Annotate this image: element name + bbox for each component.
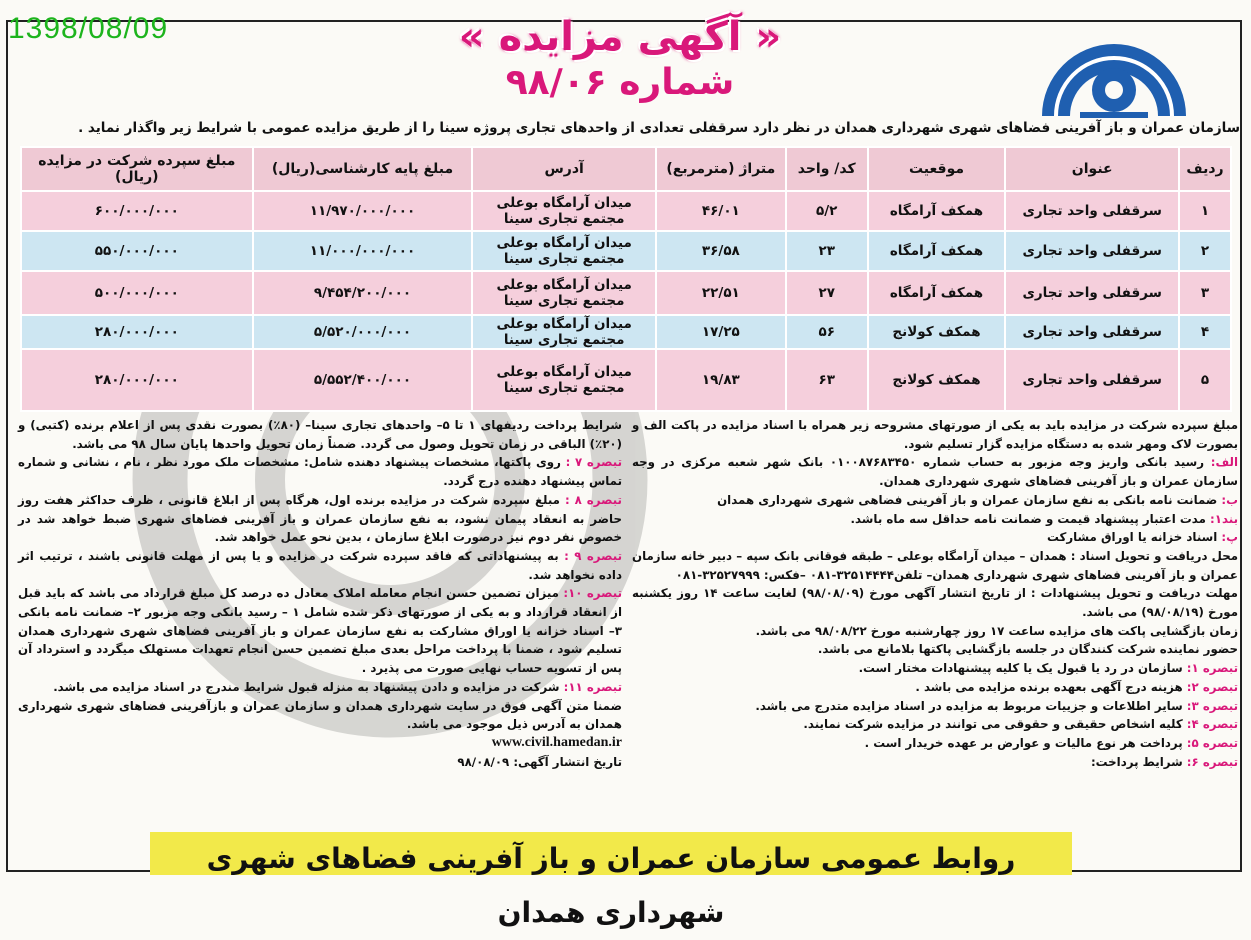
announcement-number: شماره ۹۸/۰۶ (505, 62, 735, 103)
note-8 (18, 491, 622, 547)
row-area: ۲۲/۵۱ (656, 271, 786, 315)
announcement-title: « آگهی مزایده » (458, 14, 782, 60)
table-row (21, 315, 1231, 349)
row-area: ۴۶/۰۱ (656, 191, 786, 231)
note-label: تبصره ۱: (1186, 661, 1238, 676)
submission-deadline-paragraph: مهلت دریافت و تحویل پیشنهادات : از تاریخ انتشار آگهی مورخ (۹۸/۰۸/۰۹) لغایت ساعت ۱۴ روز یکشنبه مورخ (۹۸/۰۸/۱۹) می باشد. (632, 586, 1238, 620)
row-base-price: ۱۱/۰۰۰/۰۰۰/۰۰۰ (253, 231, 473, 271)
clause-pe (632, 528, 1238, 547)
note-label: تبصره ۴: (1186, 717, 1238, 732)
row-deposit: ۵۰۰/۰۰۰/۰۰۰ (21, 271, 253, 315)
note-text: کلیه اشخاص حقیقی و حقوقی می توانند در مزایده شرکت نمایند. (803, 717, 1183, 732)
publication-date-label: تاریخ انتشار آگهی: (513, 754, 622, 769)
header-area: متراژ (مترمربع) (656, 147, 786, 191)
announcement-title-block (450, 14, 790, 103)
note-text: مبلغ سپرده شرکت در مزایده برنده اول، هرگاه پس از ابلاغ قانونی ، ظرف حداکثر هفت روز حاضر به انعقاد پیمان نشود، به نفع سازمان عمران و باز آفرینی فضاهای شهری ضبط خواهد شد در خصوص نفر دوم نیز درصورت ابلاغ سازمان ، بدین نحو عمل خواهد شد. (18, 492, 622, 545)
row-number: ۲ (1179, 231, 1231, 271)
note-label: تبصره ۳: (1186, 698, 1238, 713)
attendance-paragraph: حضور نماینده شرکت کنندگان در جلسه بازگشایی پاکتها بلامانع می باشد. (817, 642, 1238, 657)
clause-text: مدت اعتبار پیشنهاد قیمت و ضمانت نامه حداقل سه ماه باشد. (850, 511, 1206, 526)
publication-date (18, 753, 622, 772)
table-row (21, 349, 1231, 411)
header-address: آدرس (472, 147, 656, 191)
note-text: سازمان در رد یا قبول یک یا کلیه پیشنهادات مختار است. (858, 661, 1183, 676)
website-link[interactable]: www.civil.hamedan.ir (491, 734, 622, 750)
note-11 (18, 678, 622, 697)
website-info-paragraph: ضمنا متن آگهی فوق در سایت شهرداری همدان و سازمان عمران و بازآفرینی فضاهای شهری شهرداری همدان به آدرس ذیل موجود می باشد. (18, 698, 622, 732)
note-label: تبصره ۶: (1186, 754, 1238, 769)
intro-text: سازمان عمران و باز آفرینی فضاهای شهری شهرداری همدان در نظر دارد سرقفلی تعدادی از واحدهای تجاری پروژه سینا را از طریق مزایده عمومی با شرایط زیر واگذار نماید . (78, 120, 1240, 136)
row-number: ۵ (1179, 349, 1231, 411)
row-base-price: ۱۱/۹۷۰/۰۰۰/۰۰۰ (253, 191, 473, 231)
row-address: میدان آرامگاه بوعلی مجتمع تجاری سینا (472, 315, 656, 349)
row-deposit: ۲۸۰/۰۰۰/۰۰۰ (21, 349, 253, 411)
clause-text: ضمانت نامه بانکی به نفع سازمان عمران و باز آفرینی فضاهی شهری شهرداری همدان (717, 492, 1218, 507)
note-text: میزان تضمین حسن انجام معامله املاک معادل ده درصد کل مبلغ قرارداد می باشد که باید قبل از انعقاد قرارداد و به یکی از صورتهای ذکر شده شامل ۱ – رسید بانکی وجه مزبور ۲– ضمانت نامه بانکی ۳– اسناد خزانه یا اوراق مشارکت به نفع سازمان عمران و باز آفرینی فضاهای شهری شهرداری همدان تسلیم شود ، ضمنا با پرداخت مراحل بعدی مبلغ تضمین حسن انجام تعهدات مستهلک میگردد و استرداد آن پس از تسویه حساب نهایی صورت می پذیرد . (18, 586, 622, 676)
table-row (21, 191, 1231, 231)
note-text: شرایط پرداخت: (1090, 754, 1183, 769)
row-title: سرقفلی واحد تجاری (1005, 349, 1179, 411)
auction-table (20, 146, 1232, 412)
row-title: سرقفلی واحد تجاری (1005, 231, 1179, 271)
note-label: تبصره ۲: (1186, 679, 1238, 694)
row-title: سرقفلی واحد تجاری (1005, 271, 1179, 315)
clause-label: ب: (1221, 492, 1238, 507)
row-base-price: ۵/۵۲۰/۰۰۰/۰۰۰ (253, 315, 473, 349)
row-code: ۲۷ (786, 271, 868, 315)
date-stamp: 1398/08/09 (8, 12, 169, 45)
header-base-price: مبلغ پایه کارشناسی(ریال) (253, 147, 473, 191)
row-code: ۶۳ (786, 349, 868, 411)
document-location-paragraph: محل دریافت و تحویل اسناد : همدان – میدان آرامگاه بوعلی – طبقه فوقانی بانک سپه – دبیر خانه سازمان عمران و باز آفرینی فضاهای شهری شهرداری همدان– تلفن۳۲۵۱۴۴۴۴-۰۸۱ –فکس: ۳۲۵۲۷۹۹۹-۰۸۱ (632, 548, 1238, 582)
row-area: ۱۹/۸۳ (656, 349, 786, 411)
note-7 (18, 453, 622, 490)
row-address: میدان آرامگاه بوعلی مجتمع تجاری سینا (472, 191, 656, 231)
note-4 (632, 715, 1238, 734)
row-area: ۱۷/۲۵ (656, 315, 786, 349)
row-location: همکف کولانج (868, 315, 1006, 349)
row-number: ۴ (1179, 315, 1231, 349)
note-label: تبصره ۱۰: (563, 586, 623, 601)
row-location: همکف کولانج (868, 349, 1006, 411)
clause-band1 (632, 510, 1238, 529)
table-row (21, 231, 1231, 271)
row-number: ۱ (1179, 191, 1231, 231)
clause-text: رسید بانکی واریز وجه مزبور به حساب شماره ۰۱۰۰۸۷۶۸۳۴۵۰ بانک شهر شعبه مرکزی در وجه سازمان عمران و باز آفرینی فضاهای شهری شهرداری همدان. (632, 455, 1238, 489)
payment-terms-paragraph: شرایط پرداخت ردیفهای ۱ تا ۵– واحدهای تجاری سینا– (۸۰٪) بصورت نقدی پس از اعلام برنده (کتبی) و (۲۰٪) الباقی در زمان تحویل وصول می گردد. ضمناً زمان تحویل واحدها پایان سال ۹۸ می باشد. (18, 418, 622, 451)
conditions-right-column (632, 416, 1238, 771)
conditions-left-column (18, 416, 622, 771)
note-5 (632, 734, 1238, 753)
note-text: روی پاکتها، مشخصات پیشنهاد دهنده شامل: مشخصات ملک مورد نظر ، نام ، نشانی و شماره تماس پیشنهاد دهنده درج گردد. (18, 455, 622, 489)
row-code: ۵۶ (786, 315, 868, 349)
header-location: موقعیت (868, 147, 1006, 191)
clause-alef (632, 453, 1238, 490)
note-label: تبصره ۱۱: (563, 679, 622, 694)
row-title: سرقفلی واحد تجاری (1005, 315, 1179, 349)
note-6 (632, 753, 1238, 772)
header-row-number: ردیف (1179, 147, 1231, 191)
row-address: میدان آرامگاه بوعلی مجتمع تجاری سینا (472, 271, 656, 315)
table-header-row (21, 147, 1231, 191)
row-location: همکف آرامگاه (868, 271, 1006, 315)
row-code: ۵/۲ (786, 191, 868, 231)
note-2 (632, 678, 1238, 697)
header-title: عنوان (1005, 147, 1179, 191)
note-text: سایر اطلاعات و جزییات مربوط به مزایده در اسناد مزایده متدرج می باشد. (755, 698, 1183, 713)
clause-label: پ: (1221, 530, 1238, 545)
row-location: همکف آرامگاه (868, 191, 1006, 231)
row-number: ۳ (1179, 271, 1231, 315)
row-deposit: ۲۸۰/۰۰۰/۰۰۰ (21, 315, 253, 349)
header-code: کد/ واحد (786, 147, 868, 191)
row-location: همکف آرامگاه (868, 231, 1006, 271)
clause-text: اسناد خزانه یا اوراق مشارکت (1046, 530, 1218, 545)
note-label: تبصره ۹ : (564, 548, 623, 563)
row-code: ۲۳ (786, 231, 868, 271)
row-address: میدان آرامگاه بوعلی مجتمع تجاری سینا (472, 231, 656, 271)
footer-banner: روابط عمومی سازمان عمران و باز آفرینی فضاهای شهری شهرداری همدان (150, 832, 1072, 875)
clause-label: بند۱: (1210, 511, 1238, 526)
deposit-paragraph: مبلغ سپرده شرکت در مزایده باید به یکی از صورتهای مشروحه زیر همراه با اسناد مزایده در پاکت الف و بصورت لاک ومهر شده به دستگاه مزایده گزار تسلیم شود. (632, 418, 1238, 451)
header-deposit: مبلغ سپرده شرکت در مزایده (ریال) (21, 147, 253, 191)
row-title: سرقفلی واحد تجاری (1005, 191, 1179, 231)
note-3 (632, 697, 1238, 716)
clause-be (632, 491, 1238, 510)
clause-label: الف: (1210, 455, 1238, 470)
note-10 (18, 584, 622, 678)
row-base-price: ۹/۴۵۴/۲۰۰/۰۰۰ (253, 271, 473, 315)
row-address: میدان آرامگاه بوعلی مجتمع تجاری سینا (472, 349, 656, 411)
note-label: تبصره ۸ : (564, 492, 622, 507)
note-text: به پیشنهاداتی که فاقد سپرده شرکت در مزایده و یا پس از مهلت قانونی باشند ، ترتیب اثر داده نخواهد شد. (18, 548, 622, 582)
note-text: هزینه درج آگهی بعهده برنده مزایده می باشد . (915, 679, 1183, 694)
table-row (21, 271, 1231, 315)
publication-date-value: ۹۸/۰۸/۰۹ (457, 754, 510, 769)
note-label: تبصره ۵: (1186, 735, 1238, 750)
note-label: تبصره ۷ : (565, 455, 623, 470)
note-1 (632, 659, 1238, 678)
row-area: ۳۶/۵۸ (656, 231, 786, 271)
row-deposit: ۵۵۰/۰۰۰/۰۰۰ (21, 231, 253, 271)
organization-logo-icon (1036, 28, 1192, 118)
note-text: پرداخت هر نوع مالیات و عوارض بر عهده خریدار است . (864, 735, 1183, 750)
note-text: شرکت در مزایده و دادن پیشنهاد به منزله قبول شرایط مندرج در اسناد مزایده می باشد. (53, 679, 560, 694)
row-deposit: ۶۰۰/۰۰۰/۰۰۰ (21, 191, 253, 231)
row-base-price: ۵/۵۵۲/۴۰۰/۰۰۰ (253, 349, 473, 411)
note-9 (18, 547, 622, 584)
opening-time-paragraph: زمان بازگشایی پاکت های مزایده ساعت ۱۷ روز چهارشنبه مورخ ۹۸/۰۸/۲۲ می باشد. (755, 623, 1238, 638)
